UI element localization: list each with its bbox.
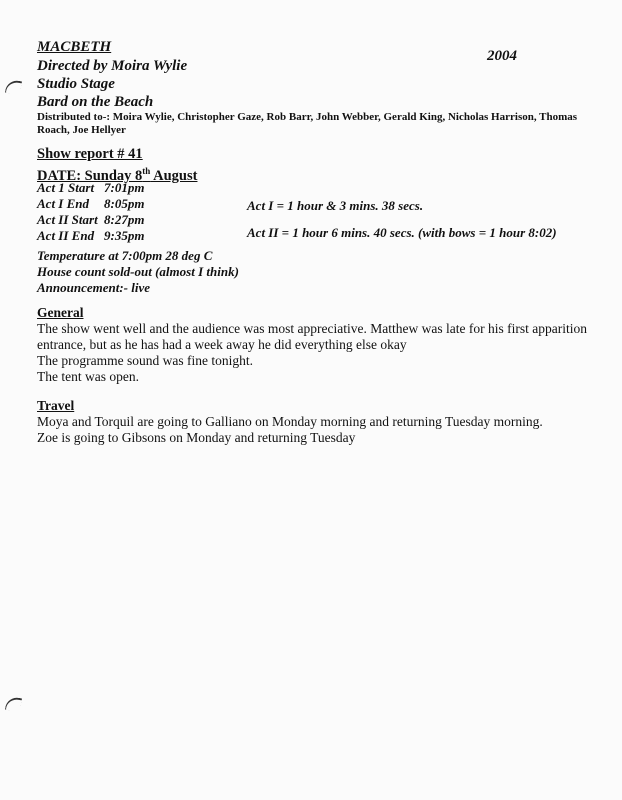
- travel-line: Moya and Torquil are going to Galliano on Monday morning and returning Tuesday morning.: [37, 414, 543, 429]
- date-month: August: [150, 167, 198, 184]
- time-row: [37, 196, 144, 212]
- hole-punch-mark: [5, 79, 22, 95]
- time-value: 8:27pm: [104, 212, 145, 227]
- venue: Studio Stage: [37, 76, 115, 92]
- play-title: MACBETH: [37, 39, 112, 55]
- distribution-list-cont: Roach, Joe Hellyer: [37, 124, 126, 136]
- time-value: 9:35pm: [104, 228, 145, 243]
- date-sup: th: [142, 166, 151, 176]
- general-line: The show went well and the audience was most appreciative. Matthew was late for his first apparition: [37, 321, 587, 336]
- show-report-number: Show report # 41: [37, 146, 143, 162]
- time-label: Act I End: [37, 196, 90, 211]
- year: 2004: [487, 48, 517, 64]
- general-line: The tent was open.: [37, 369, 139, 384]
- announcement: Announcement:- live: [37, 280, 151, 295]
- hole-punch-mark: [5, 696, 22, 712]
- company: Bard on the Beach: [37, 94, 154, 110]
- time-label: Act 1 Start: [37, 180, 95, 195]
- director: Directed by Moira Wylie: [37, 58, 188, 74]
- time-value: 7:01pm: [104, 180, 145, 195]
- time-row: [37, 180, 144, 196]
- general-line: entrance, but as he has had a week away he did everything else okay: [37, 337, 407, 352]
- time-row: [37, 228, 144, 244]
- distribution-list: Distributed to-: Moira Wylie, Christopher Gaze, Rob Barr, John Webber, Gerald King, Nicholas Harrison, Thomas: [37, 111, 578, 123]
- general-line: The programme sound was fine tonight.: [37, 353, 253, 368]
- date-text: DATE: Sunday 8: [37, 167, 143, 184]
- time-value: 8:05pm: [104, 196, 145, 211]
- travel-heading: Travel: [37, 398, 75, 413]
- house-count: House count sold-out (almost I think): [37, 264, 239, 279]
- act1-duration: Act I = 1 hour & 3 mins. 38 secs.: [247, 198, 424, 213]
- temperature: Temperature at 7:00pm 28 deg C: [37, 248, 213, 263]
- time-label: Act II End: [37, 228, 95, 243]
- general-heading: General: [37, 305, 84, 320]
- time-label: Act II Start: [37, 212, 98, 227]
- travel-line: Zoe is going to Gibsons on Monday and returning Tuesday: [37, 430, 356, 445]
- act2-duration: Act II = 1 hour 6 mins. 40 secs. (with bows = 1 hour 8:02): [247, 225, 557, 240]
- time-row: [37, 212, 144, 228]
